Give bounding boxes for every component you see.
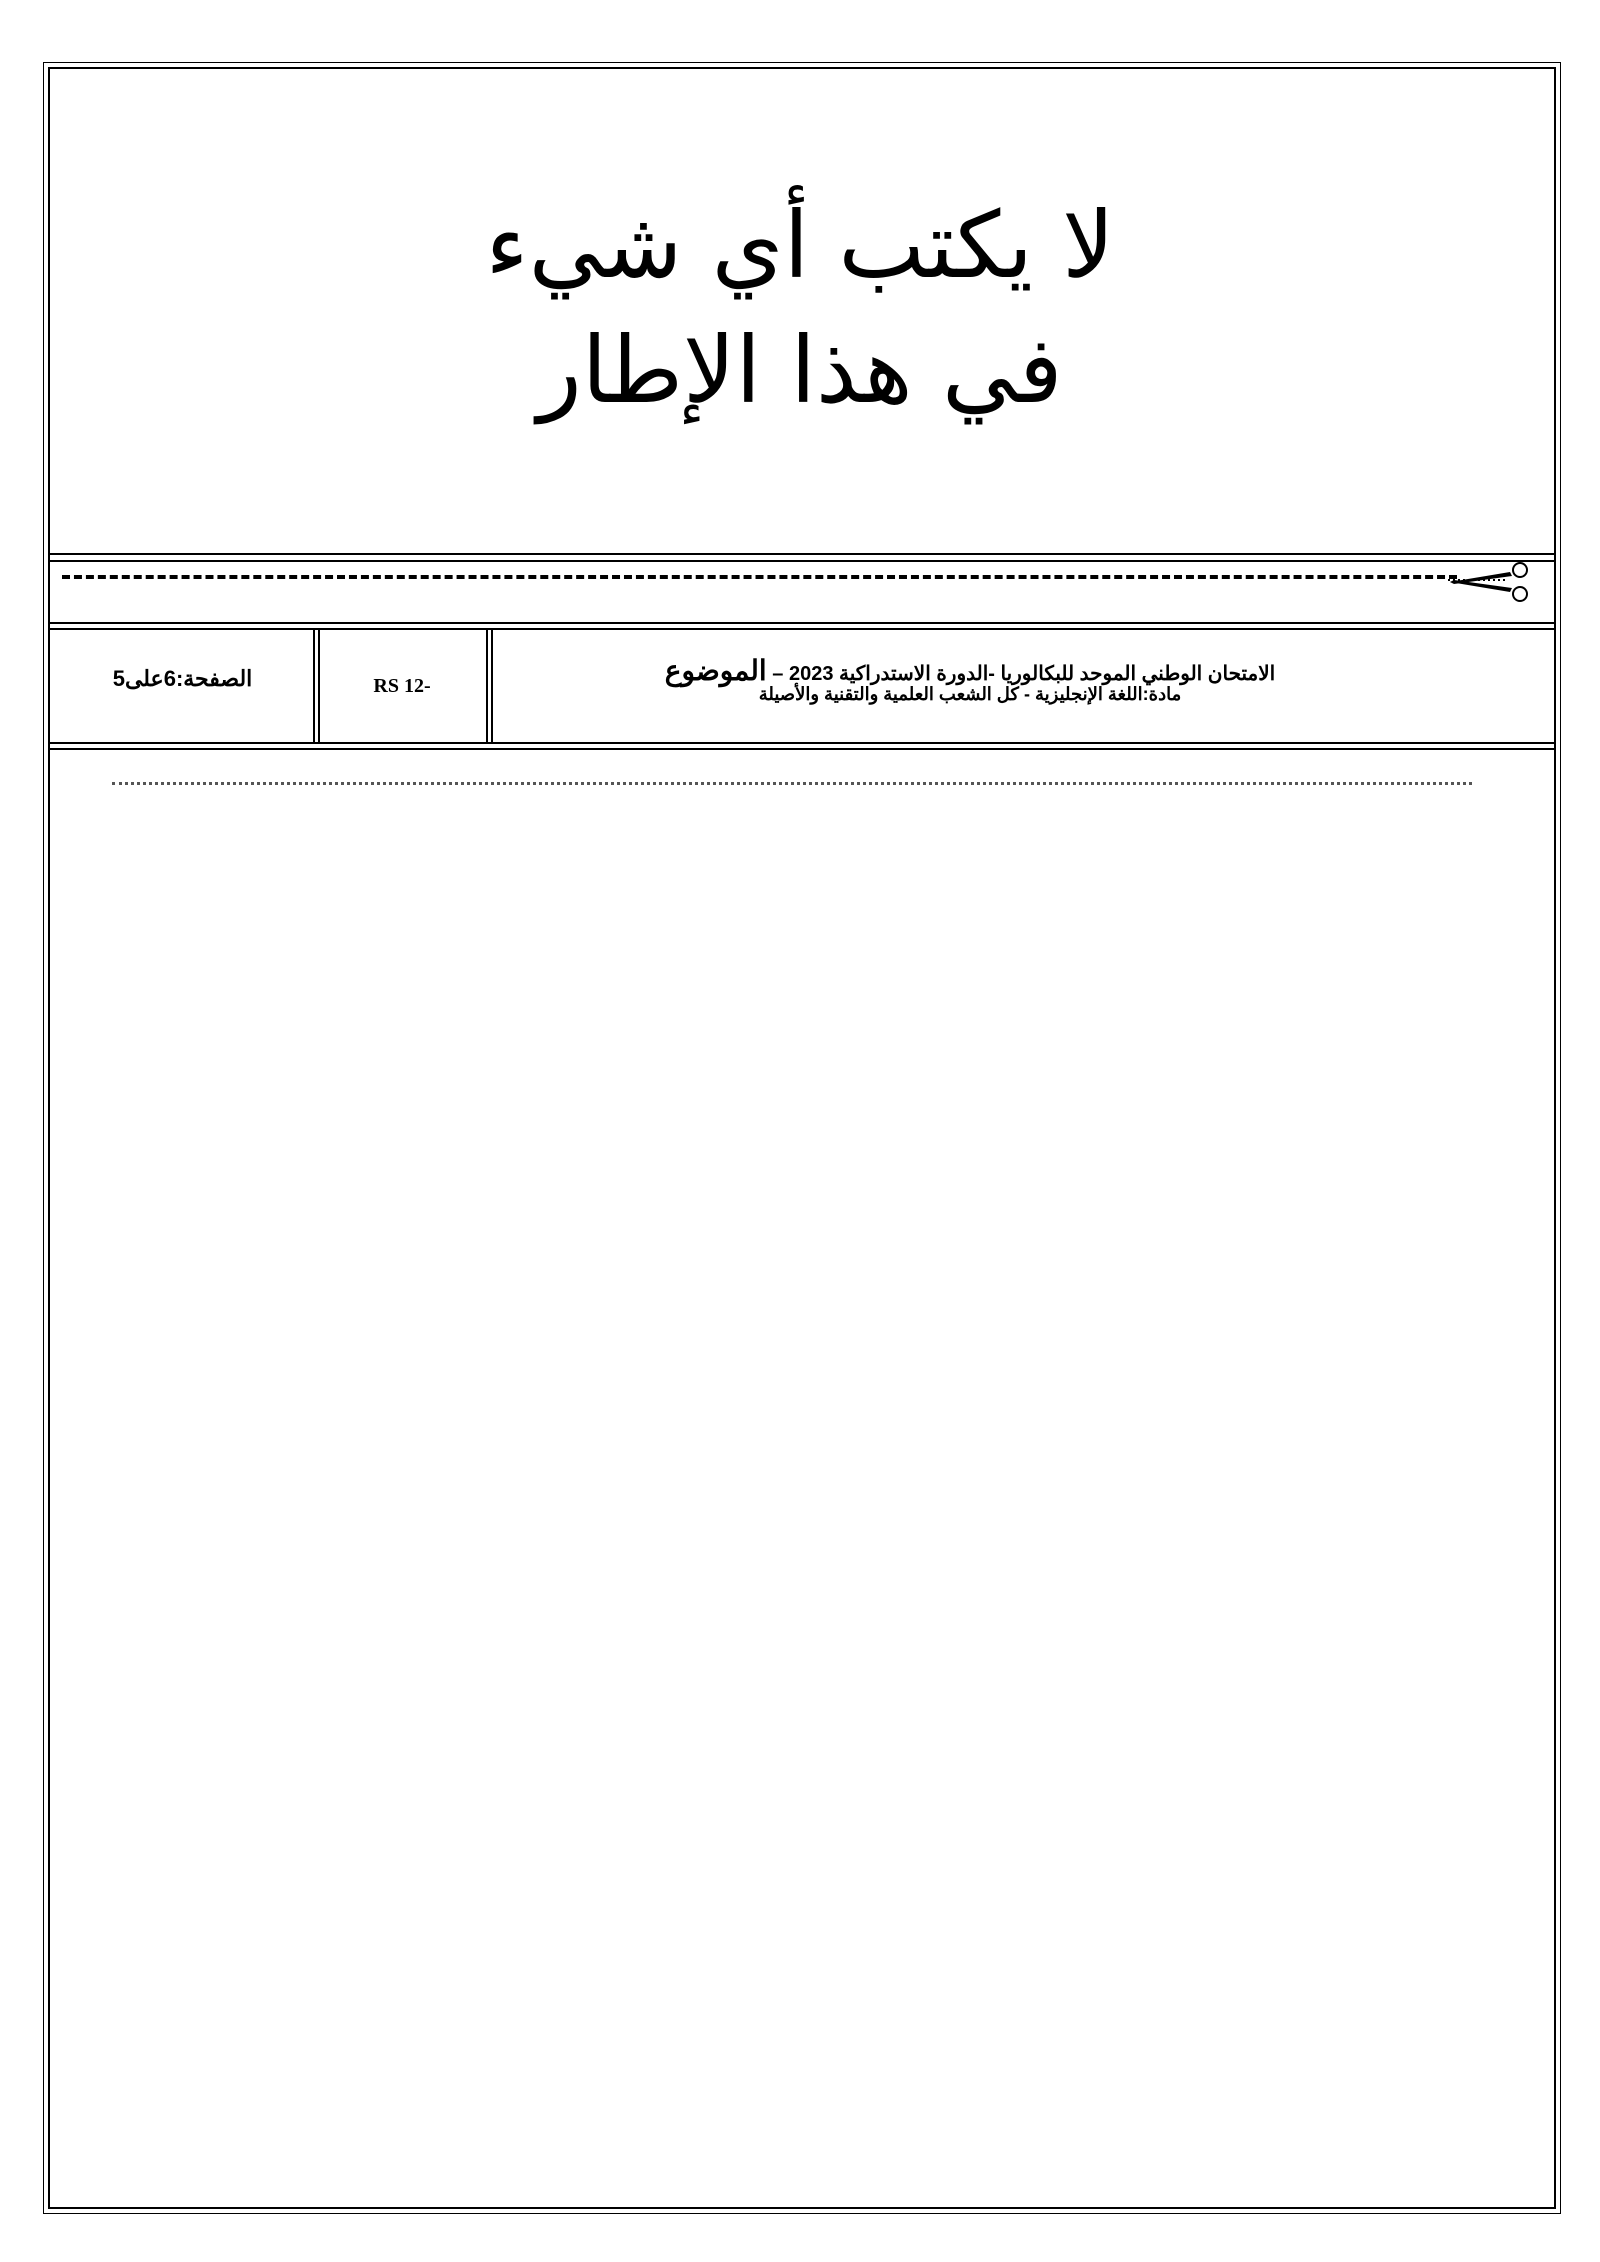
header-cell-divider-2b <box>491 630 493 744</box>
scissors-icon <box>1440 560 1540 604</box>
header-top-rule-double <box>50 628 1555 630</box>
warning-box-bottom-rule <box>50 553 1555 555</box>
exam-subject-line: مادة:اللغة الإنجليزية - كل الشعب العلمية والتقنية والأصيلة <box>758 684 1182 704</box>
exam-title-text: الامتحان الوطني الموحد للبكالوريا -الدورة الاستدراكية 2023 – <box>772 663 1276 685</box>
warning-box-bottom-rule-double <box>50 560 1555 562</box>
topic-word: الموضوع <box>664 655 767 686</box>
header-top-rule <box>50 622 1555 624</box>
header-bottom-rule-double <box>50 748 1555 750</box>
page-number-label: الصفحة:6على5 <box>112 666 253 691</box>
do-not-write-warning-line-2: في هذا الإطار <box>537 317 1063 424</box>
cut-line <box>62 575 1457 579</box>
header-bottom-rule <box>50 742 1555 744</box>
exam-title <box>560 657 1380 685</box>
do-not-write-warning-line-1: لا يكتب أي شيء <box>485 192 1115 299</box>
dotted-writing-line <box>112 782 1472 785</box>
header-cell-divider-1 <box>313 630 315 744</box>
exam-code-label: RS 12- <box>373 675 431 697</box>
header-cell-divider-2 <box>486 630 488 744</box>
